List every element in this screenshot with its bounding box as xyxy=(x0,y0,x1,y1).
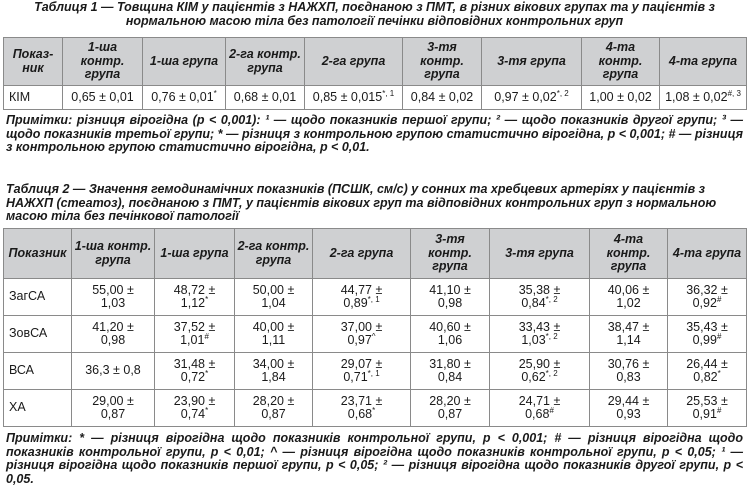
table2-header-cell: 2-га група xyxy=(313,229,411,279)
cell-value-mean: 34,00 ± xyxy=(252,356,295,371)
table1-header-cell: 4-та контр. група xyxy=(582,38,660,86)
table1-cell xyxy=(403,86,482,110)
table2-cell xyxy=(235,279,313,316)
cell-line2 xyxy=(413,334,487,348)
table1-header-cell: Показ-ник xyxy=(4,38,63,86)
cell-value-mean: 28,20 ± xyxy=(252,393,295,408)
table2-cell xyxy=(490,353,590,390)
cell-value: 0,68 ± 0,01 xyxy=(233,89,297,104)
table1-cell xyxy=(582,86,660,110)
table2-cell xyxy=(155,316,235,353)
cell-line2 xyxy=(670,368,744,385)
cell-value-sd: 1,06 xyxy=(437,333,463,347)
cell-line2 xyxy=(492,368,587,385)
cell-value-sd: 0,68 xyxy=(525,407,550,421)
cell-line2 xyxy=(74,297,152,311)
cell-value-sd: 0,68 xyxy=(347,407,373,421)
table2-cell xyxy=(590,279,668,316)
table2-cell xyxy=(235,316,313,353)
cell-value-mean: 50,00 ± xyxy=(252,282,295,297)
table2-cell xyxy=(411,316,490,353)
cell-value-sd: 1,12 xyxy=(180,296,206,310)
table2-cell xyxy=(155,353,235,390)
cell-value-sd: 0,82 xyxy=(693,370,718,384)
cell-line2 xyxy=(670,405,744,422)
cell-value: 0,65 ± 0,01 xyxy=(71,89,134,104)
cell-value-sd: 0,84 xyxy=(437,370,463,384)
cell-value-sd: 0,87 xyxy=(261,407,286,421)
cell-mark: # xyxy=(716,294,722,304)
cell-line2 xyxy=(413,297,487,311)
table2-cell xyxy=(590,353,668,390)
table2-cell xyxy=(155,279,235,316)
cell-mark: * xyxy=(717,368,721,378)
cell-value-mean: 37,52 ± xyxy=(173,319,216,334)
table2-cell xyxy=(411,279,490,316)
cell-line2 xyxy=(74,408,152,422)
table1-cell xyxy=(305,86,403,110)
cell-mark: * xyxy=(372,405,376,415)
cell-mark: *, 2 xyxy=(545,331,558,341)
cell-value-mean: 35,38 ± xyxy=(518,282,561,297)
cell-mark: *, 2 xyxy=(556,88,569,98)
cell-value-mean: 48,72 ± xyxy=(173,282,216,297)
cell-value-mean: 35,43 ± xyxy=(686,319,728,334)
table2-cell xyxy=(490,316,590,353)
cell-value-mean: 36,32 ± xyxy=(686,282,728,297)
cell-line2 xyxy=(413,371,487,385)
cell-line2 xyxy=(592,371,665,385)
table2-row-label: ХА xyxy=(4,390,72,427)
table2-caption: Таблиця 2 — Значення гемодинамічних показників (ПСШК, см/с) у сонних та хребцевих артеріях у пацієнтів з НАЖХП (стеатоз), поєднаною з ПМТ, у пацієнтів вікових груп та відповідних контрольних груп з нормальною масою тіла без печінкової патології xyxy=(6,182,717,223)
table2-cell xyxy=(490,390,590,427)
table2-header-cell: 3-тя група xyxy=(490,229,590,279)
cell-value-sd: 1,01 xyxy=(180,333,205,347)
cell-value-mean: 40,06 ± xyxy=(607,282,650,297)
cell-value-sd: 0,87 xyxy=(100,407,126,421)
cell-line2 xyxy=(157,368,232,385)
cell-line2 xyxy=(592,297,665,311)
cell-line2 xyxy=(670,331,744,348)
table2-row-label: ЗагСА xyxy=(4,279,72,316)
cell-value-mean: 41,20 ± xyxy=(92,319,134,334)
table2-header-row xyxy=(4,229,747,279)
cell-value-sd: 0,89 xyxy=(343,296,368,310)
cell-value-mean: 25,53 ± xyxy=(686,393,728,408)
cell-value-sd: 1,03 xyxy=(521,333,546,347)
cell-mark: # xyxy=(549,405,554,415)
table2-row xyxy=(4,353,747,390)
table2-row xyxy=(4,279,747,316)
cell-mark: # xyxy=(204,331,209,341)
table2-header-cell: 3-тя контр. група xyxy=(411,229,490,279)
table2-header-cell: 4-та група xyxy=(668,229,747,279)
table2-cell xyxy=(668,316,747,353)
cell-value-sd: 1,84 xyxy=(261,370,286,384)
cell-value-sd: 1,11 xyxy=(261,333,286,347)
cell-value-sd: 1,03 xyxy=(100,296,126,310)
cell-mark: *, 2 xyxy=(545,368,558,378)
table1-header-cell: 2-га контр. група xyxy=(226,38,305,86)
cell-line2 xyxy=(237,334,310,348)
cell-value: 1,08 ± 0,02 xyxy=(665,89,728,104)
cell-line2 xyxy=(237,408,310,422)
cell-value-sd: 0,93 xyxy=(616,407,641,421)
cell-line2 xyxy=(670,294,744,311)
table2-cell xyxy=(235,353,313,390)
table2-cell xyxy=(235,390,313,427)
table1-cell xyxy=(482,86,582,110)
cell-value-mean: 31,48 ± xyxy=(173,356,216,371)
table1-cell xyxy=(143,86,226,110)
table2-row xyxy=(4,390,747,427)
cell-line2 xyxy=(237,371,310,385)
cell-line2 xyxy=(74,334,152,348)
table2-cell xyxy=(590,390,668,427)
cell-value-mean: 29,00 ± xyxy=(92,393,134,408)
table2-cell xyxy=(72,353,155,390)
table1-header-cell: 3-тя контр. група xyxy=(403,38,482,86)
cell-value-mean: 24,71 ± xyxy=(518,393,561,408)
cell-value-mean: 30,76 ± xyxy=(607,356,650,371)
cell-value-mean: 36,3 ± 0,8 xyxy=(85,363,141,378)
cell-value-mean: 28,20 ± xyxy=(429,393,471,408)
cell-value-sd: 1,04 xyxy=(261,296,286,310)
table1 xyxy=(3,37,747,110)
cell-value-sd: 0,62 xyxy=(521,370,546,384)
table1-header-cell: 1-ша контр. група xyxy=(63,38,143,86)
cell-value-sd: 1,14 xyxy=(616,333,641,347)
cell-value: 0,85 ± 0,015 xyxy=(312,89,383,104)
cell-line2 xyxy=(492,331,587,348)
table2-body xyxy=(4,279,747,427)
cell-line2 xyxy=(592,408,665,422)
cell-line2 xyxy=(315,294,408,311)
cell-mark: * xyxy=(205,368,209,378)
table1-header-cell: 1-ша група xyxy=(143,38,226,86)
cell-mark: ^ xyxy=(371,331,376,341)
cell-value-sd: 0,91 xyxy=(692,407,717,421)
table2-cell xyxy=(72,390,155,427)
table2-notes: Примітки: * — різниця вірогідна щодо показників контрольної групи, р < 0,001; # — різниця вірогідна щодо показників контрольної групи, р < 0,01; ^ — різниця вірогідна щодо показників контрольної групи, р < 0,05; ¹ — різниця вірогідна щодо показників першої групи, р < 0,05; ² — різниця вірогідна щодо показників другої групи, р < 0,05. xyxy=(6,431,743,486)
cell-value-mean: 26,44 ± xyxy=(686,356,728,371)
table2-header-cell: 2-га контр. група xyxy=(235,229,313,279)
cell-value: 1,00 ± 0,02 xyxy=(589,89,652,104)
table2-cell xyxy=(155,390,235,427)
cell-mark: *, 2 xyxy=(545,294,558,304)
cell-value-sd: 0,71 xyxy=(343,370,368,384)
cell-value-sd: 0,99 xyxy=(692,333,717,347)
cell-value-mean: 38,47 ± xyxy=(607,319,650,334)
table2-row-label: ВСА xyxy=(4,353,72,390)
cell-value-sd: 0,97 xyxy=(347,333,372,347)
cell-value-sd: 0,83 xyxy=(616,370,641,384)
cell-mark: *, 1 xyxy=(367,294,380,304)
cell-line2 xyxy=(237,297,310,311)
table1-cell xyxy=(660,86,747,110)
cell-value-mean: 29,07 ± xyxy=(340,356,383,371)
table2-cell xyxy=(313,316,411,353)
cell-value-mean: 29,44 ± xyxy=(607,393,650,408)
table1-caption: Таблиця 1 — Товщина КІМ у пацієнтів з НАЖХП, поєднаною з ПМТ, в різних вікових групах та у пацієнтів з нормальною масою тіла без патології печінки відповідних контрольних груп xyxy=(34,0,715,28)
table1-notes: Примітки: різниця вірогідна (р < 0,001): ¹ — щодо показників першої групи; ² — щодо показників другої групи; ³ — щодо показників третьої групи; * — різниця з контрольною групою статистично вірогідна, р < 0,001; # — різниця з контрольною групою статистично вірогідна, р < 0,01. xyxy=(6,113,743,154)
cell-value-mean: 55,00 ± xyxy=(92,282,134,297)
cell-value-mean: 33,43 ± xyxy=(518,319,561,334)
cell-value-mean: 25,90 ± xyxy=(518,356,561,371)
cell-value-sd: 0,87 xyxy=(437,407,463,421)
cell-mark: #, 3 xyxy=(727,88,741,98)
table2-row-label: ЗовСА xyxy=(4,316,72,353)
table2-header-cell: Показник xyxy=(4,229,72,279)
cell-line2 xyxy=(157,331,232,348)
cell-value-mean: 40,00 ± xyxy=(252,319,295,334)
table2 xyxy=(3,228,747,427)
table2-cell xyxy=(313,390,411,427)
cell-mark: *, 1 xyxy=(367,368,380,378)
table2-cell xyxy=(411,390,490,427)
table1-header-cell: 4-та група xyxy=(660,38,747,86)
cell-value-mean: 41,10 ± xyxy=(429,282,471,297)
table2-cell xyxy=(490,279,590,316)
cell-value-sd: 0,98 xyxy=(100,333,126,347)
cell-value-sd: 1,02 xyxy=(616,296,641,310)
cell-value-sd: 0,84 xyxy=(521,296,546,310)
cell-line2 xyxy=(492,294,587,311)
cell-value-mean: 40,60 ± xyxy=(429,319,471,334)
cell-value: 0,97 ± 0,02 xyxy=(494,89,557,104)
cell-value-sd: 0,98 xyxy=(437,296,463,310)
cell-value-mean: 31,80 ± xyxy=(429,356,471,371)
cell-line2 xyxy=(157,294,232,311)
table1-cell xyxy=(226,86,305,110)
table1-row-label: КІМ xyxy=(4,86,63,110)
cell-value-mean: 44,77 ± xyxy=(340,282,383,297)
table1-cell xyxy=(63,86,143,110)
cell-line2 xyxy=(315,405,408,422)
cell-mark: * xyxy=(205,294,209,304)
cell-mark: # xyxy=(716,331,722,341)
cell-line2 xyxy=(492,405,587,422)
cell-value-mean: 37,00 ± xyxy=(340,319,383,334)
table2-header-cell: 1-ша група xyxy=(155,229,235,279)
table2-cell xyxy=(72,279,155,316)
cell-value-sd: 0,92 xyxy=(692,296,717,310)
table2-cell xyxy=(411,353,490,390)
cell-mark: * xyxy=(205,405,209,415)
cell-value-sd: 0,72 xyxy=(180,370,206,384)
table2-cell xyxy=(590,316,668,353)
cell-value: 0,76 ± 0,01 xyxy=(151,89,214,104)
table1-row-kim xyxy=(4,86,747,110)
table1-header-cell: 2-га група xyxy=(305,38,403,86)
cell-line2 xyxy=(157,405,232,422)
cell-line2 xyxy=(413,408,487,422)
cell-line2 xyxy=(315,368,408,385)
cell-value: 0,84 ± 0,02 xyxy=(410,89,474,104)
table1-header-row xyxy=(4,38,747,86)
cell-value-mean: 23,71 ± xyxy=(340,393,383,408)
cell-mark: * xyxy=(213,88,217,98)
table2-cell xyxy=(668,390,747,427)
cell-line2 xyxy=(592,334,665,348)
cell-mark: # xyxy=(716,405,722,415)
table2-cell xyxy=(72,316,155,353)
table2-cell xyxy=(313,353,411,390)
cell-mark: *, 1 xyxy=(382,88,395,98)
table2-cell xyxy=(668,279,747,316)
table2-header-cell: 4-та контр. група xyxy=(590,229,668,279)
table1-header-cell: 3-тя група xyxy=(482,38,582,86)
cell-value-sd: 0,74 xyxy=(180,407,206,421)
table2-cell xyxy=(313,279,411,316)
cell-value-mean: 23,90 ± xyxy=(173,393,216,408)
cell-line2 xyxy=(315,331,408,348)
table2-row xyxy=(4,316,747,353)
table2-header-cell: 1-ша контр. група xyxy=(72,229,155,279)
table2-cell xyxy=(668,353,747,390)
